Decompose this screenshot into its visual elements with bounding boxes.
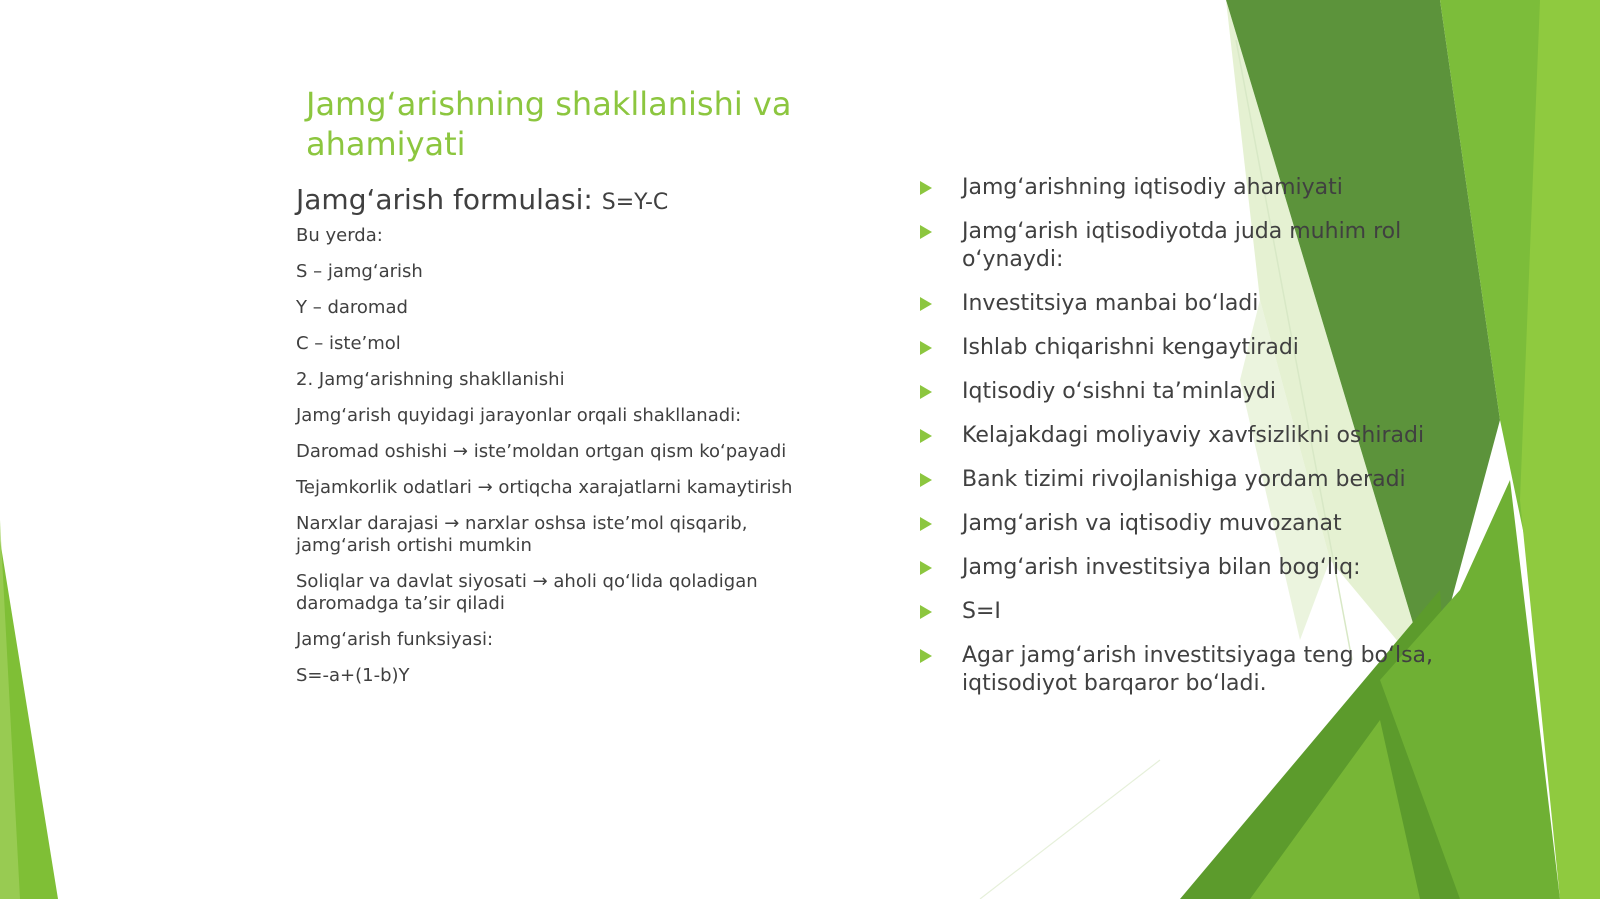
triangle-bullet-icon — [920, 429, 932, 443]
title-line-1: Jamg‘arishning shakllanishi va — [306, 85, 792, 123]
text-line: Soliqlar va davlat siyosati → aholi qo‘lida qoladigan daromadga ta’sir qiladi — [296, 571, 758, 614]
right-bullet-list — [916, 174, 1436, 714]
triangle-bullet-icon — [920, 341, 932, 355]
title-line-2: ahamiyati — [306, 125, 466, 163]
slide-title — [306, 84, 866, 164]
list-item — [916, 174, 1436, 202]
list-item-text: Kelajakdagi moliyaviy xavfsizlikni oshiradi — [962, 423, 1425, 448]
list-item-text: Bank tizimi rivojlanishiga yordam beradi — [962, 467, 1406, 492]
triangle-bullet-icon — [920, 181, 932, 195]
list-item-text: Agar jamg‘arish investitsiyaga teng bo‘lsa, iqtisodiyot barqaror bo‘ladi. — [962, 643, 1434, 696]
list-item-text: Jamg‘arishning iqtisodiy ahamiyati — [962, 175, 1343, 200]
list-item-text: Ishlab chiqarishni kengaytiradi — [962, 335, 1299, 360]
list-item — [916, 466, 1436, 494]
list-item-text: Jamg‘arish va iqtisodiy muvozanat — [962, 511, 1342, 536]
decor-line — [980, 760, 1160, 899]
list-item — [916, 422, 1436, 450]
list-item-text: Investitsiya manbai bo‘ladi — [962, 291, 1259, 316]
text-line: Jamg‘arish funksiyasi: — [296, 629, 494, 650]
triangle-bullet-icon — [920, 605, 932, 619]
text-line: C – iste’mol — [296, 333, 401, 354]
list-item-text: S=I — [962, 599, 1001, 624]
triangle-bullet-icon — [920, 649, 932, 663]
list-item — [916, 598, 1436, 626]
text-line: Jamg‘arish quyidagi jarayonlar orqali shakllanadi: — [296, 405, 742, 426]
list-item-text: Iqtisodiy o‘sishni ta’minlaydi — [962, 379, 1276, 404]
triangle-bullet-icon — [920, 385, 932, 399]
text-line: Tejamkorlik odatlari → ortiqcha xarajatlarni kamaytirish — [296, 477, 793, 498]
text-line: Daromad oshishi → iste’moldan ortgan qism ko‘payadi — [296, 441, 787, 462]
list-item — [916, 378, 1436, 406]
text-line: 2. Jamg‘arishning shakllanishi — [296, 369, 565, 390]
list-item-text: Jamg‘arish iqtisodiyotda juda muhim rol o‘ynaydi: — [962, 219, 1402, 272]
list-item — [916, 642, 1436, 698]
text-line: Y – daromad — [296, 297, 408, 318]
triangle-bullet-icon — [920, 561, 932, 575]
list-item — [916, 334, 1436, 362]
list-item — [916, 510, 1436, 538]
list-item — [916, 290, 1436, 318]
text-line: S=-a+(1-b)Y — [296, 665, 410, 686]
formula-heading — [296, 180, 836, 223]
list-item-text: Jamg‘arish investitsiya bilan bog‘liq: — [962, 555, 1361, 580]
formula-value: S=Y-C — [601, 190, 669, 215]
list-item — [916, 218, 1436, 274]
triangle-bullet-icon — [920, 473, 932, 487]
text-line: S – jamg‘arish — [296, 261, 423, 282]
triangle-bullet-icon — [920, 517, 932, 531]
list-item — [916, 554, 1436, 582]
formula-label: Jamg‘arish formulasi: — [296, 183, 593, 216]
left-content — [296, 180, 836, 701]
triangle-bullet-icon — [920, 225, 932, 239]
triangle-bullet-icon — [920, 297, 932, 311]
text-line: Bu yerda: — [296, 225, 383, 246]
text-line: Narxlar darajasi → narxlar oshsa iste’mol qisqarib, jamg‘arish ortishi mumkin — [296, 513, 748, 556]
